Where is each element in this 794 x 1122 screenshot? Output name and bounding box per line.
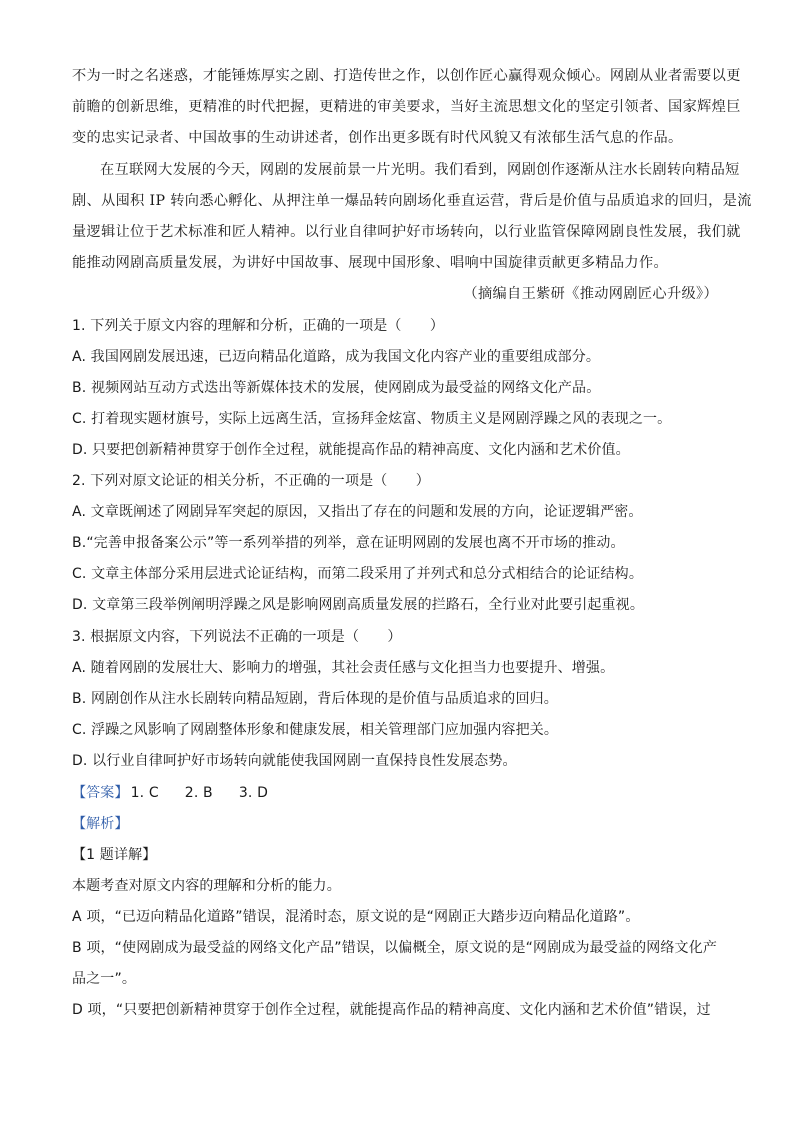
passage-line: 不为一时之名迷惑，才能锤炼厚实之剧、打造传世之作，以创作匠心赢得观众倾心。网剧从业者需要以更 <box>72 68 741 84</box>
question-option: D. 只要把创新精神贯穿于创作全过程，就能提高作品的精神高度、文化内涵和艺术价值。 <box>72 442 630 458</box>
analysis-line: B 项，“使网剧成为最受益的网络文化产品”错误，以偏概全，原文说的是“网剧成为最受益的网络文化产 <box>72 940 718 956</box>
question-option: D. 文章第三段举例阐明浮躁之风是影响网剧高质量发展的拦路石，全行业对此要引起重视。 <box>72 597 644 613</box>
question-stem: 3. 根据原文内容，下列说法不正确的一项是（ ） <box>72 629 402 645</box>
answer-value: 2. B <box>184 785 213 801</box>
question-stem: 2. 下列对原文论证的相关分析，不正确的一项是（ ） <box>72 473 430 489</box>
passage-line: 前瞻的创新思维，更精准的时代把握，更精进的审美要求，当好主流思想文化的坚定引领者、国家辉煌巨 <box>72 99 741 115</box>
analysis-line: 品之一”。 <box>72 971 137 987</box>
passage-line: 在互联网大发展的今天，网剧的发展前景一片光明。我们看到，网剧创作逐渐从注水长剧转向精品短 <box>100 162 740 178</box>
question-stem: 1. 下列关于原文内容的理解和分析，正确的一项是（ ） <box>72 318 445 334</box>
passage-line: 变的忠实记录者、中国故事的生动讲述者，创作出更多既有时代风貌又有浓郁生活气息的作品。 <box>72 130 683 146</box>
answer-value: 3. D <box>238 785 269 801</box>
answer-value: 1. C <box>130 785 159 801</box>
passage-line: 能推动网剧高质量发展，为讲好中国故事、展现中国形象、唱响中国旋律贡献更多精品力作。 <box>72 255 669 271</box>
detail-title: 【1 题详解】 <box>72 847 157 863</box>
analysis-line: D 项，“只要把创新精神贯穿于创作全过程，就能提高作品的精神高度、文化内涵和艺术价值”错误，过 <box>72 1002 711 1018</box>
answer-row <box>72 783 294 803</box>
answer-label: 【答案】 <box>72 785 129 801</box>
passage-line: 量逻辑让位于艺术标准和匠人精神。以行业自律呵护好市场转向，以行业监管保障网剧良性发展，我们就 <box>72 224 741 240</box>
analysis-line: 本题考查对原文内容的理解和分析的能力。 <box>72 878 341 894</box>
question-option: B. 视频网站互动方式迭出等新媒体技术的发展，使网剧成为最受益的网络文化产品。 <box>72 380 601 396</box>
question-option: A. 随着网剧的发展壮大、影响力的增强，其社会责任感与文化担当力也要提升、增强。 <box>72 660 615 676</box>
question-option: C. 文章主体部分采用层进式论证结构，而第二段采用了并列式和总分式相结合的论证结构。 <box>72 566 643 582</box>
question-option: A. 我国网剧发展迅速，已迈向精品化道路，成为我国文化内容产业的重要组成部分。 <box>72 349 601 365</box>
question-option: A. 文章既阐述了网剧异军突起的原因，又指出了存在的问题和发展的方向，论证逻辑严密。 <box>72 504 643 520</box>
question-option: C. 打着现实题材旗号，实际上远离生活，宣扬拜金炫富、物质主义是网剧浮躁之风的表现之一。 <box>72 411 672 427</box>
analysis-label: 【解析】 <box>72 816 129 832</box>
question-option: D. 以行业自律呵护好市场转向就能使我国网剧一直保持良性发展态势。 <box>72 753 517 769</box>
passage-source: （摘编自王紫研《推动网剧匠心升级》） <box>463 286 718 302</box>
question-option: C. 浮躁之风影响了网剧整体形象和健康发展，相关管理部门应加强内容把关。 <box>72 722 559 738</box>
question-option: B.“完善申报备案公示”等一系列举措的列举，意在证明网剧的发展也离不开市场的推动。 <box>72 535 625 551</box>
question-option: B. 网剧创作从注水长剧转向精品短剧，背后体现的是价值与品质追求的回归。 <box>72 691 558 707</box>
passage-line: 剧、从囤积 IP 转向悉心孵化、从押注单一爆品转向剧场化垂直运营，背后是价值与品质追求的回归，是流 <box>72 193 752 209</box>
analysis-line: A 项，“已迈向精品化道路”错误，混淆时态，原文说的是“网剧正大踏步迈向精品化道路”。 <box>72 909 640 925</box>
